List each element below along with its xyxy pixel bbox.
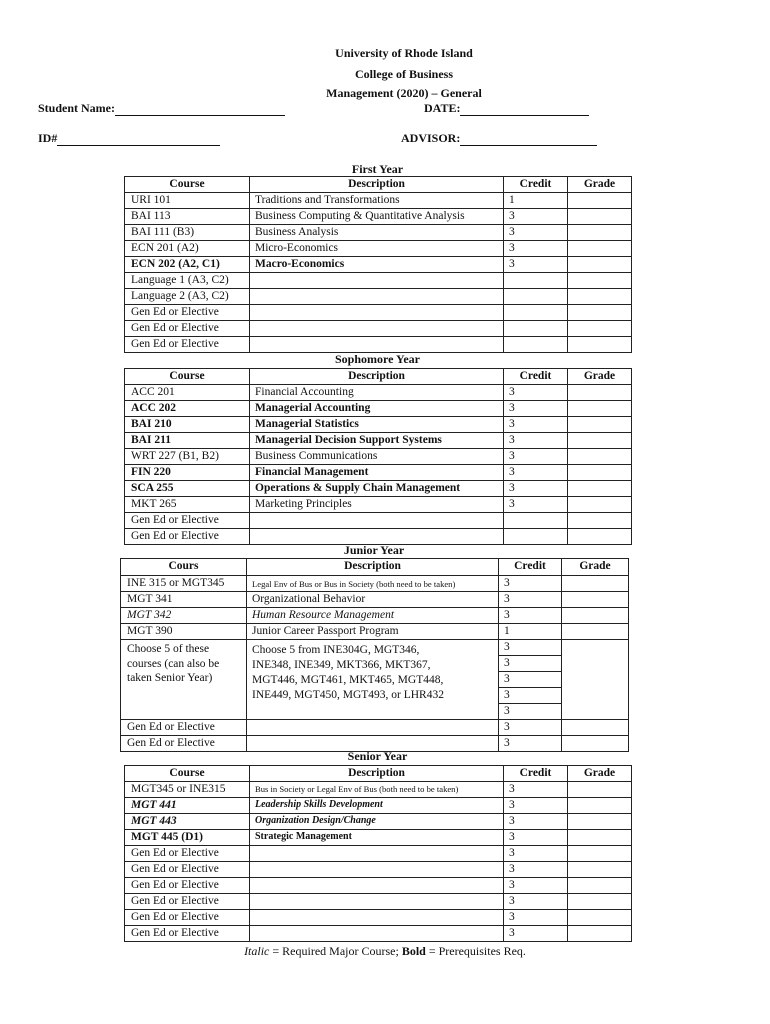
- credit-cell: 3: [504, 209, 568, 225]
- table-row: [125, 798, 632, 814]
- grade-cell[interactable]: [562, 592, 629, 608]
- grade-cell[interactable]: [568, 273, 632, 289]
- table-row: [125, 878, 632, 894]
- course-cell: Language 1 (A3, C2): [125, 273, 250, 289]
- table-row: [121, 592, 629, 608]
- grade-cell[interactable]: [562, 624, 629, 640]
- grade-cell[interactable]: [568, 305, 632, 321]
- grade-cell[interactable]: [562, 576, 629, 592]
- grade-cell[interactable]: [568, 401, 632, 417]
- course-cell: ECN 201 (A2): [125, 241, 250, 257]
- credit-cell: 3: [504, 878, 568, 894]
- credit-cell: 3: [504, 798, 568, 814]
- table-row: [125, 926, 632, 942]
- choice-course-line: Choose 5 of these: [127, 643, 210, 655]
- description-cell: [250, 513, 504, 529]
- credit-cell: 3: [504, 241, 568, 257]
- course-cell: ACC 201: [125, 385, 250, 401]
- table-header-row: [121, 559, 629, 576]
- grade-header: Grade: [568, 766, 632, 782]
- table-row: [121, 576, 629, 592]
- course-cell: Gen Ed or Elective: [125, 926, 250, 942]
- description-header: Description: [250, 369, 504, 385]
- course-cell: URI 101: [125, 193, 250, 209]
- course-header: Course: [125, 369, 250, 385]
- choice-course-line: courses (can also be: [127, 657, 220, 670]
- credit-cell: 3: [504, 257, 568, 273]
- grade-cell[interactable]: [568, 257, 632, 273]
- sophomore-year-table: [124, 368, 632, 545]
- first-year-title: First Year: [351, 162, 404, 176]
- credit-cell: 3: [504, 465, 568, 481]
- description-cell: [250, 305, 504, 321]
- description-cell: [250, 910, 504, 926]
- description-cell: Managerial Decision Support Systems: [250, 433, 504, 449]
- table-row: [125, 846, 632, 862]
- credit-cell: 3: [504, 782, 568, 798]
- description-cell: [250, 273, 504, 289]
- credit-header: Credit: [504, 177, 568, 193]
- grade-cell[interactable]: [568, 814, 632, 830]
- description-cell: [250, 289, 504, 305]
- university-name: University of Rhode Island: [335, 46, 473, 60]
- grade-cell[interactable]: [568, 481, 632, 497]
- credit-cell: 3: [499, 720, 562, 736]
- grade-cell[interactable]: [568, 894, 632, 910]
- grade-cell[interactable]: [568, 289, 632, 305]
- description-cell: [247, 720, 499, 736]
- course-cell: SCA 255: [125, 481, 250, 497]
- course-cell: Gen Ed or Elective: [125, 321, 250, 337]
- first-year-table: [124, 176, 632, 353]
- table-row: [125, 401, 632, 417]
- credit-cell: [504, 305, 568, 321]
- elective-choice-description: [247, 640, 499, 720]
- grade-cell[interactable]: [568, 385, 632, 401]
- credit-cell: 3: [499, 656, 562, 672]
- credit-cell: 3: [504, 401, 568, 417]
- credit-cell: 3: [499, 704, 562, 720]
- advisor-line[interactable]: [460, 134, 597, 146]
- course-cell: Gen Ed or Elective: [125, 337, 250, 353]
- credit-cell: 3: [504, 926, 568, 942]
- credit-header: Credit: [504, 766, 568, 782]
- credit-cell: 3: [504, 846, 568, 862]
- course-cell: Gen Ed or Elective: [121, 736, 247, 752]
- table-row: [125, 305, 632, 321]
- junior-year-title: Junior Year: [343, 543, 405, 557]
- description-cell: Junior Career Passport Program: [247, 624, 499, 640]
- course-cell: INE 315 or MGT345: [121, 576, 247, 592]
- credit-cell: 3: [499, 576, 562, 592]
- description-cell: [250, 862, 504, 878]
- choice-course-line: taken Senior Year): [127, 672, 213, 684]
- advisor-field[interactable]: [401, 131, 597, 146]
- credit-cell: 3: [499, 592, 562, 608]
- table-row: [125, 465, 632, 481]
- grade-header: Grade: [562, 559, 629, 576]
- description-cell: [250, 894, 504, 910]
- credit-cell: 3: [504, 894, 568, 910]
- credit-cell: 1: [504, 193, 568, 209]
- grade-cell[interactable]: [568, 337, 632, 353]
- sophomore-year-title: Sophomore Year: [335, 352, 420, 366]
- legend-bold-word: Bold: [401, 944, 426, 958]
- course-cell: MGT 341: [121, 592, 247, 608]
- student-name-label: Student Name:: [38, 101, 115, 115]
- table-row: [125, 497, 632, 513]
- grade-cell[interactable]: [568, 209, 632, 225]
- credit-cell: 3: [499, 640, 562, 656]
- table-row: [125, 241, 632, 257]
- course-cell: ECN 202 (A2, C1): [125, 257, 250, 273]
- credit-cell: 3: [504, 497, 568, 513]
- table-row: [121, 720, 629, 736]
- course-header: Course: [125, 177, 250, 193]
- description-cell: Managerial Statistics: [250, 417, 504, 433]
- description-cell: Traditions and Transformations: [250, 193, 504, 209]
- table-row: [125, 862, 632, 878]
- table-row: [125, 433, 632, 449]
- credit-header: Credit: [499, 559, 562, 576]
- course-cell: Gen Ed or Elective: [125, 846, 250, 862]
- course-cell: FIN 220: [125, 465, 250, 481]
- course-cell: Gen Ed or Elective: [125, 862, 250, 878]
- course-cell: Gen Ed or Elective: [121, 720, 247, 736]
- description-cell: [250, 321, 504, 337]
- table-row: [125, 289, 632, 305]
- course-cell: Gen Ed or Elective: [125, 305, 250, 321]
- credit-cell: [504, 513, 568, 529]
- course-cell: MGT 445 (D1): [125, 830, 250, 846]
- legend: [0, 944, 770, 959]
- grade-cell[interactable]: [562, 640, 629, 720]
- table-row: [125, 417, 632, 433]
- grade-header: Grade: [568, 369, 632, 385]
- senior-year-table: [124, 765, 632, 942]
- grade-cell[interactable]: [568, 846, 632, 862]
- table-row: [125, 894, 632, 910]
- table-row: [125, 225, 632, 241]
- course-cell: Gen Ed or Elective: [125, 529, 250, 545]
- description-cell: Business Analysis: [250, 225, 504, 241]
- credit-cell: 3: [504, 449, 568, 465]
- credit-cell: 1: [499, 624, 562, 640]
- student-name-field[interactable]: [38, 101, 285, 116]
- description-cell: Macro-Economics: [250, 257, 504, 273]
- table-row: [125, 782, 632, 798]
- description-header: Description: [250, 177, 504, 193]
- table-row: [125, 910, 632, 926]
- grade-cell[interactable]: [568, 193, 632, 209]
- choice-desc-line: INE348, INE349, MKT366, MKT367,: [252, 659, 431, 671]
- course-cell: BAI 113: [125, 209, 250, 225]
- description-cell: Managerial Accounting: [250, 401, 504, 417]
- course-cell: MGT 342: [121, 608, 247, 624]
- description-cell: Operations & Supply Chain Management: [250, 481, 504, 497]
- grade-cell[interactable]: [568, 225, 632, 241]
- table-row: [125, 830, 632, 846]
- description-cell: Leadership Skills Development: [250, 798, 504, 814]
- description-cell: Financial Accounting: [250, 385, 504, 401]
- choice-desc-line: INE449, MGT450, MGT493, or LHR432: [252, 689, 444, 701]
- credit-header: Credit: [504, 369, 568, 385]
- credit-cell: 3: [499, 608, 562, 624]
- table-row: [121, 608, 629, 624]
- course-cell: Gen Ed or Elective: [125, 910, 250, 926]
- date-field[interactable]: [424, 101, 589, 116]
- grade-cell[interactable]: [568, 465, 632, 481]
- credit-cell: 3: [504, 417, 568, 433]
- grade-cell[interactable]: [568, 830, 632, 846]
- description-cell: Strategic Management: [250, 830, 504, 846]
- table-header-row: [125, 369, 632, 385]
- credit-cell: 3: [504, 814, 568, 830]
- date-line[interactable]: [460, 104, 589, 116]
- table-row: [125, 481, 632, 497]
- elective-choice-course: [121, 640, 247, 720]
- description-cell: Business Communications: [250, 449, 504, 465]
- description-cell: [250, 337, 504, 353]
- id-field[interactable]: [38, 131, 220, 146]
- description-cell: [250, 878, 504, 894]
- grade-cell[interactable]: [568, 862, 632, 878]
- elective-choice-row: [121, 640, 629, 656]
- description-cell: Financial Management: [250, 465, 504, 481]
- grade-cell[interactable]: [568, 449, 632, 465]
- grade-cell[interactable]: [568, 241, 632, 257]
- credit-cell: 3: [499, 736, 562, 752]
- description-cell: Human Resource Management: [247, 608, 499, 624]
- advisor-label: ADVISOR:: [401, 131, 461, 145]
- course-cell: MGT345 or INE315: [125, 782, 250, 798]
- description-cell: Marketing Principles: [250, 497, 504, 513]
- description-cell: Business Computing & Quantitative Analysis: [250, 209, 504, 225]
- course-cell: MGT 441: [125, 798, 250, 814]
- table-row: [125, 193, 632, 209]
- course-cell: Gen Ed or Elective: [125, 894, 250, 910]
- description-cell: Micro-Economics: [250, 241, 504, 257]
- course-header: Course: [125, 766, 250, 782]
- table-row: [125, 257, 632, 273]
- table-row: [125, 321, 632, 337]
- grade-cell[interactable]: [568, 926, 632, 942]
- legend-italic-text: = Required Major Course;: [269, 944, 402, 958]
- description-cell: Bus in Society or Legal Env of Bus (both need to be taken): [250, 782, 504, 798]
- grade-cell[interactable]: [568, 433, 632, 449]
- description-cell: Organizational Behavior: [247, 592, 499, 608]
- table-row: [125, 449, 632, 465]
- credit-cell: [504, 289, 568, 305]
- credit-cell: 3: [504, 862, 568, 878]
- course-cell: WRT 227 (B1, B2): [125, 449, 250, 465]
- credit-cell: 3: [504, 830, 568, 846]
- grade-cell[interactable]: [568, 513, 632, 529]
- credit-cell: 3: [499, 688, 562, 704]
- grade-cell[interactable]: [562, 608, 629, 624]
- course-header: Cours: [121, 559, 247, 576]
- credit-cell: [504, 337, 568, 353]
- credit-cell: 3: [499, 672, 562, 688]
- table-row: [125, 337, 632, 353]
- grade-header: Grade: [568, 177, 632, 193]
- grade-cell[interactable]: [568, 798, 632, 814]
- course-cell: Gen Ed or Elective: [125, 513, 250, 529]
- credit-cell: [504, 273, 568, 289]
- course-cell: ACC 202: [125, 401, 250, 417]
- credit-cell: [504, 321, 568, 337]
- course-cell: BAI 111 (B3): [125, 225, 250, 241]
- table-row: [125, 513, 632, 529]
- description-header: Description: [250, 766, 504, 782]
- table-row: [125, 273, 632, 289]
- legend-bold-text: = Prerequisites Req.: [425, 944, 526, 958]
- grade-cell[interactable]: [568, 782, 632, 798]
- table-row: [125, 385, 632, 401]
- course-cell: MGT 390: [121, 624, 247, 640]
- college-name: College of Business: [354, 67, 453, 81]
- date-label: DATE:: [424, 101, 461, 115]
- credit-cell: 3: [504, 225, 568, 241]
- table-row: [125, 814, 632, 830]
- table-row: [125, 209, 632, 225]
- course-cell: Language 2 (A3, C2): [125, 289, 250, 305]
- grade-cell[interactable]: [568, 321, 632, 337]
- choice-desc-line: MGT446, MGT461, MKT465, MGT448,: [252, 674, 444, 686]
- student-name-line[interactable]: [115, 104, 285, 116]
- description-header: Description: [247, 559, 499, 576]
- course-cell: BAI 211: [125, 433, 250, 449]
- description-cell: Legal Env of Bus or Bus in Society (both need to be taken): [247, 576, 499, 592]
- description-cell: [250, 926, 504, 942]
- table-header-row: [125, 766, 632, 782]
- description-cell: Organization Design/Change: [250, 814, 504, 830]
- id-line[interactable]: [57, 134, 220, 146]
- table-row: [121, 624, 629, 640]
- grade-cell[interactable]: [562, 720, 629, 736]
- grade-cell[interactable]: [568, 497, 632, 513]
- course-cell: MGT 443: [125, 814, 250, 830]
- grade-cell[interactable]: [568, 878, 632, 894]
- table-header-row: [125, 177, 632, 193]
- senior-year-title: Senior Year: [347, 749, 408, 763]
- junior-year-table: [120, 558, 629, 752]
- legend-italic-word: Italic: [244, 944, 270, 958]
- program-title: Management (2020) – General: [326, 86, 482, 100]
- credit-cell: 3: [504, 385, 568, 401]
- credit-cell: 3: [504, 910, 568, 926]
- description-cell: [250, 846, 504, 862]
- course-cell: BAI 210: [125, 417, 250, 433]
- course-cell: MKT 265: [125, 497, 250, 513]
- grade-cell[interactable]: [568, 417, 632, 433]
- choice-desc-line: Choose 5 from INE304G, MGT346,: [252, 644, 420, 656]
- credit-cell: 3: [504, 433, 568, 449]
- credit-cell: 3: [504, 481, 568, 497]
- id-label: ID#: [38, 131, 58, 145]
- grade-cell[interactable]: [568, 910, 632, 926]
- course-cell: Gen Ed or Elective: [125, 878, 250, 894]
